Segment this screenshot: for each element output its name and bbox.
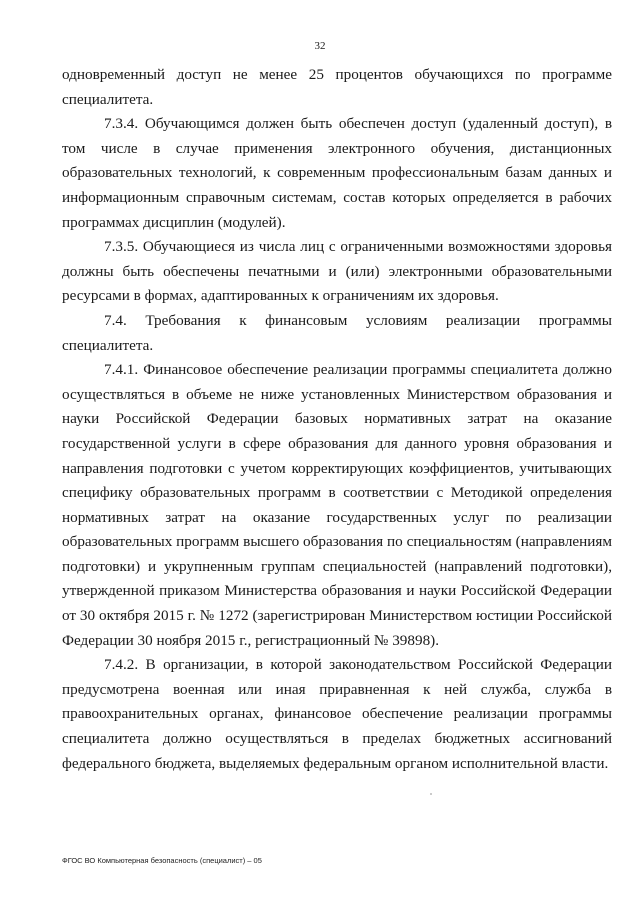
paragraph-7-4-2: 7.4.2. В организации, в которой законодательством Российской Федерации предусмотрена военная или иная приравненная к ней служба, служба в правоохранительных органах, финансовое обеспечение реализации программы специалитета должно осуществляться в пределах бюджетных ассигнований федерального бюджета, выделяемых федеральным органом исполнительной власти. bbox=[62, 656, 612, 772]
paragraph-continuation: одновременный доступ не менее 25 процентов обучающихся по программе специалитета. bbox=[62, 66, 612, 108]
document-footer: ФГОС ВО Компьютерная безопасность (специалист) – 05 bbox=[62, 856, 262, 865]
paragraph-7-4-1: 7.4.1. Финансовое обеспечение реализации программы специалитета должно осуществляться в объеме не ниже установленных Министерством образования и науки Российской Федерации базовых нормативных затрат на оказание государственной услуги в сфере образования для данного уровня образования и направления подготовки с учетом корректирующих коэффициентов, учитывающих специфику образовательных программ в соответствии с Методикой определения нормативных затрат на оказание государственных услуг по реализации образовательных программ высшего образования по специальностям (направлениям подготовки) и укрупненным группам специальностей (направлений подготовки), утвержденной приказом Министерства образования и науки Российской Федерации от 30 октября 2015 г. № 1272 (зарегистрирован Министерством юстиции Российской Федерации 30 ноября 2015 г., регистрационный № 39898). bbox=[62, 361, 612, 649]
paragraph-7-4: 7.4. Требования к финансовым условиям реализации программы специалитета. bbox=[62, 311, 612, 354]
paragraph-7-3-5: 7.3.5. Обучающиеся из числа лиц с ограниченными возможностями здоровья должны быть обеспечены печатными и (или) электронными образовательными ресурсами в формах, адаптированных к ограничениям их здоровья. bbox=[62, 238, 612, 305]
paragraph-7-3-4: 7.3.4. Обучающимся должен быть обеспечен доступ (удаленный доступ), в том числе в случае применения электронного обучения, дистанционных образовательных технологий, к современным профессиональным базам данных и информационным справочным системам, состав которых определяется в рабочих программах дисциплин (модулей). bbox=[62, 115, 612, 231]
page-number: 32 bbox=[314, 40, 326, 52]
body-text bbox=[62, 63, 612, 776]
scan-artifact bbox=[430, 793, 432, 795]
